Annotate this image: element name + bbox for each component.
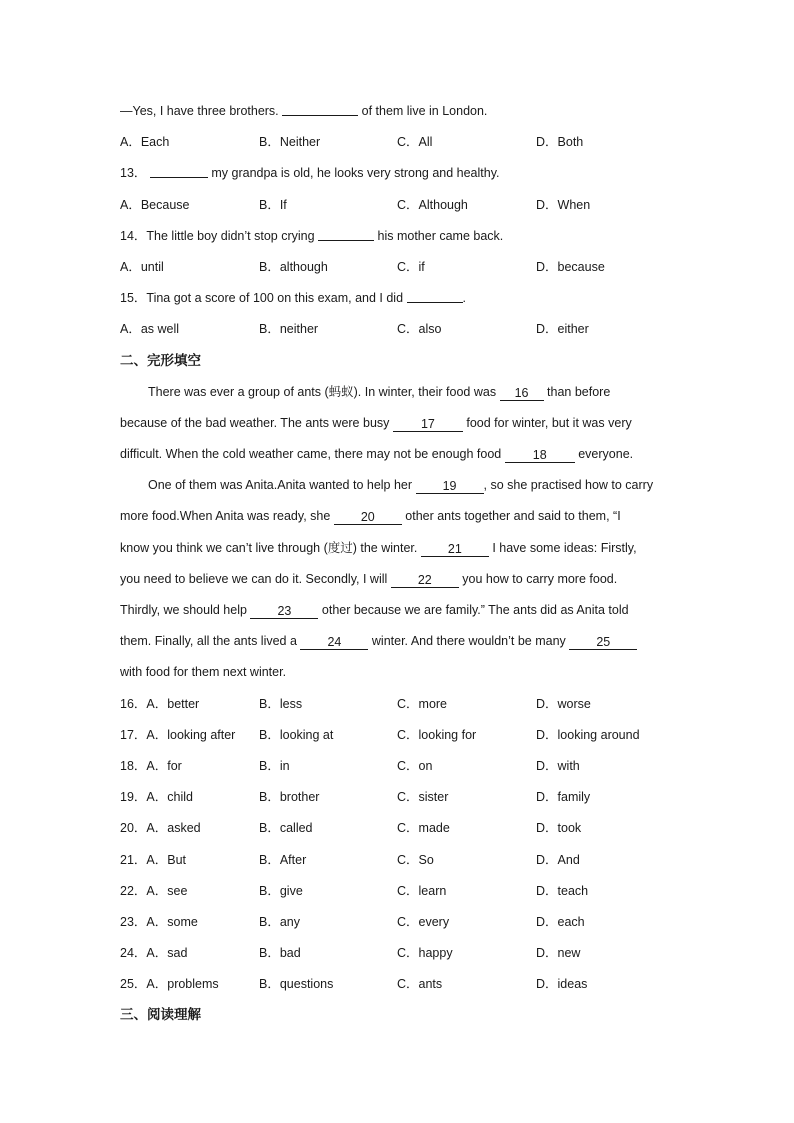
q15-option-c[interactable]: C．also	[397, 322, 442, 337]
q23-option-a[interactable]: 23．A．some	[120, 914, 198, 929]
q22-option-b[interactable]: B．give	[259, 883, 303, 898]
q20-option-d[interactable]: D．took	[536, 821, 582, 836]
q14-options	[120, 252, 680, 283]
q24-option-d[interactable]: D．new	[536, 946, 581, 961]
q21-option-d[interactable]: D．And	[536, 852, 580, 867]
q20-option-b[interactable]: B．called	[259, 821, 313, 836]
q14-stem	[120, 221, 680, 252]
q14-text-post: his mother came back.	[377, 228, 504, 243]
blank-16: 16	[500, 386, 544, 401]
q17-option-c[interactable]: C．looking for	[397, 727, 477, 742]
q16-option-c[interactable]: C．more	[397, 696, 448, 711]
q23-option-c[interactable]: C．every	[397, 914, 450, 929]
blank-25: 25	[569, 635, 637, 650]
passage-line: with food for them next winter.	[120, 665, 287, 680]
passage-text: because of the bad weather. The ants were busy	[120, 415, 390, 430]
q22-option-a[interactable]: 22．A．see	[120, 883, 188, 898]
q15-text-post: .	[462, 291, 467, 306]
exam-page	[120, 96, 680, 1032]
passage-text: know you think we can’t live through (度过) the winter.	[120, 540, 418, 555]
q12-option-c[interactable]: C．All	[397, 135, 433, 150]
q16-option-a[interactable]: 16．A．better	[120, 696, 200, 711]
q13-text: my grandpa is old, he looks very strong and healthy.	[211, 166, 500, 181]
passage-text: you how to carry more food.	[462, 571, 618, 586]
q25-option-a[interactable]: 25．A．problems	[120, 977, 219, 992]
q24-option-b[interactable]: B．bad	[259, 946, 301, 961]
q21-option-b[interactable]: B．After	[259, 852, 307, 867]
passage-text: Thirdly, we should help	[120, 603, 247, 617]
q17-option-d[interactable]: D．looking around	[536, 727, 640, 742]
q15-option-d[interactable]: D．either	[536, 322, 589, 337]
q19-option-a[interactable]: 19．A．child	[120, 790, 193, 805]
cloze-option-row	[120, 907, 680, 938]
q25-option-d[interactable]: D．ideas	[536, 977, 588, 992]
q18-option-b[interactable]: B．in	[259, 758, 290, 773]
blank-19: 19	[416, 479, 484, 494]
passage-text: you need to believe we can do it. Secondly, I will	[120, 571, 388, 586]
section-heading-cloze: 二、完形填空	[120, 352, 201, 369]
q19-option-d[interactable]: D．family	[536, 790, 591, 805]
q15-blank	[407, 288, 463, 303]
passage-line	[120, 533, 680, 564]
q13-option-b[interactable]: B．If	[259, 197, 287, 212]
cloze-option-row	[120, 969, 680, 1000]
passage-text: everyone.	[578, 447, 634, 462]
q14-option-a[interactable]: A．until	[120, 259, 164, 274]
cloze-option-row	[120, 751, 680, 782]
q23-option-d[interactable]: D．each	[536, 914, 585, 929]
q18-option-a[interactable]: 18．A．for	[120, 758, 182, 773]
q15-text-pre: 15．Tina got a score of 100 on this exam, and I did	[120, 291, 404, 306]
q12-text-post: of them live in London.	[361, 104, 488, 118]
cloze-option-row	[120, 938, 680, 969]
q12-option-b[interactable]: B．Neither	[259, 135, 321, 150]
q13-option-c[interactable]: C．Although	[397, 197, 468, 212]
passage-line	[120, 595, 680, 626]
q16-option-d[interactable]: D．worse	[536, 696, 591, 711]
q18-option-c[interactable]: C．on	[397, 758, 433, 773]
blank-23: 23	[250, 604, 318, 619]
q15-option-b[interactable]: B．neither	[259, 322, 319, 337]
q22-option-d[interactable]: D．teach	[536, 883, 589, 898]
passage-line	[120, 408, 680, 439]
passage-text: other ants together and said to them, “I	[405, 509, 621, 524]
q22-option-c[interactable]: C．learn	[397, 883, 447, 898]
passage-text: difficult. When the cold weather came, there may not be enough food	[120, 447, 502, 462]
q25-option-c[interactable]: C．ants	[397, 977, 443, 992]
q14-option-d[interactable]: D．because	[536, 259, 605, 274]
passage-text: them. Finally, all the ants lived a	[120, 634, 297, 649]
cloze-option-row	[120, 845, 680, 876]
q12-blank	[282, 101, 358, 116]
q19-option-b[interactable]: B．brother	[259, 790, 320, 805]
blank-24: 24	[300, 635, 368, 650]
passage-line	[120, 501, 680, 532]
passage-text: other because we are family.” The ants did as Anita told	[321, 603, 629, 617]
q21-option-c[interactable]: C．So	[397, 852, 434, 867]
q13-blank	[150, 163, 208, 178]
blank-17: 17	[393, 417, 463, 432]
q24-option-c[interactable]: C．happy	[397, 946, 453, 961]
blank-22: 22	[391, 573, 459, 588]
q13-stem	[120, 158, 680, 189]
passage-text: One of them was Anita.Anita wanted to help her	[148, 478, 413, 493]
q12-option-a[interactable]: A．Each	[120, 135, 170, 150]
q19-option-c[interactable]: C．sister	[397, 790, 449, 805]
passage-line	[120, 626, 680, 657]
q21-option-a[interactable]: 21．A．But	[120, 852, 187, 867]
q12-options	[120, 127, 680, 158]
q15-option-a[interactable]: A．as well	[120, 322, 180, 337]
blank-18: 18	[505, 448, 575, 463]
cloze-option-row	[120, 720, 680, 751]
q23-option-b[interactable]: B．any	[259, 914, 300, 929]
q13-options	[120, 190, 680, 221]
passage-text: food for winter, but it was very	[466, 415, 632, 430]
section-heading-reading: 三、阅读理解	[120, 1007, 201, 1024]
q20-option-c[interactable]: C．made	[397, 821, 450, 836]
cloze-option-row	[120, 813, 680, 844]
q14-text-pre: 14．The little boy didn’t stop crying	[120, 228, 315, 243]
passage-line	[120, 377, 680, 408]
cloze-option-row	[120, 689, 680, 720]
q14-option-b[interactable]: B．although	[259, 259, 328, 274]
q14-option-c[interactable]: C．if	[397, 259, 425, 274]
q13-option-d[interactable]: D．When	[536, 197, 591, 212]
passage-text: I have some ideas: Firstly,	[492, 540, 637, 555]
passage-text: more food.When Anita was ready, she	[120, 509, 331, 524]
passage-text: winter. And there wouldn’t be many	[371, 634, 566, 649]
q16-option-b[interactable]: B．less	[259, 696, 303, 711]
passage-line	[120, 564, 680, 595]
cloze-option-row	[120, 782, 680, 813]
blank-21: 21	[421, 542, 489, 557]
cloze-option-row	[120, 876, 680, 907]
passage-line	[120, 439, 680, 470]
q25-option-b[interactable]: B．questions	[259, 977, 334, 992]
passage-line	[120, 470, 680, 501]
passage-text: , so she practised how to carry	[483, 478, 654, 493]
q12-option-d[interactable]: D．Both	[536, 135, 584, 150]
q18-option-d[interactable]: D．with	[536, 758, 580, 773]
q24-option-a[interactable]: 24．A．sad	[120, 946, 188, 961]
q17-option-a[interactable]: 17．A．looking after	[120, 727, 236, 742]
q13-number: 13．	[120, 166, 147, 181]
q14-blank	[318, 226, 374, 241]
passage-text: than before	[547, 384, 611, 399]
q12-text-pre: —Yes, I have three brothers.	[120, 104, 279, 118]
q15-stem	[120, 283, 680, 314]
q20-option-a[interactable]: 20．A．asked	[120, 821, 201, 836]
q12-stem	[120, 96, 680, 127]
blank-20: 20	[334, 510, 402, 525]
passage-text: There was ever a group of ants (蚂蚁). In winter, their food was	[148, 384, 497, 399]
q13-option-a[interactable]: A．Because	[120, 197, 190, 212]
q15-options	[120, 314, 680, 345]
q17-option-b[interactable]: B．looking at	[259, 727, 334, 742]
